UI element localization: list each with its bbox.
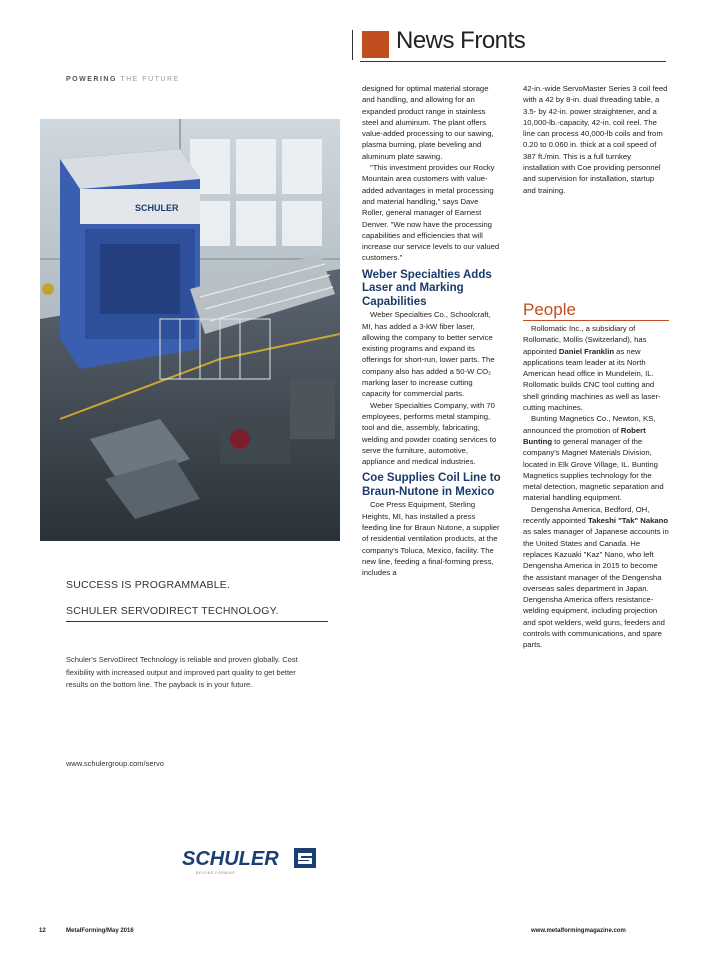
dengensha-text-a: Dengensha America, Bedford, OH, recently appointed [523,504,650,526]
rollomatic-text-a: Rollomatic Inc., a subsidiary of Rollomatic, Mollis (Switzerland), has appointed [523,324,647,356]
servo-press-photo [40,119,340,541]
logo-wordmark: SCHULER [182,848,279,870]
section-title-rule [360,61,666,62]
earnest-paragraph-2: "This investment provides our Rocky Mountain area customers with value-added advantages in metal processing and material handling," says Dave Roller, general manager of Earnest Denver. "We now have the processing capabilities and efficiencies that will increase our service levels to our valued customers." [362,163,500,263]
coe-paragraph-1 [362,499,502,578]
ad-tagline-light: THE FUTURE [120,76,180,83]
press-brand-label: SCHULER [135,203,179,213]
footer-magazine-issue: MetalForming/May 2016 [66,928,134,934]
coe-headline: Coe Supplies Coil Line to Braun-Nutone in Mexico [362,472,501,498]
ad-headline [66,572,279,624]
dengensha-text-b: as sales manager of Japanese accounts in the United States and Canada. He replaces Kazuaki "Kaz" Nano, who left Dengensha America in 2015 to become the assistant manager of the Dengensha overseas sales department in Japan. Dengensha America offers resistance-welding equipment, including projection and spot welders, weld guns, feeders and controls with communications, and spare parts. [523,527,669,650]
ad-headline-line2: SCHULER SERVODIRECT TECHNOLOGY. [66,605,279,617]
rollomatic-appointee-name: Daniel Franklin [558,346,615,356]
weber-paragraph-2: Weber Specialties Company, with 70 employees, performs metal stamping, tool and die, assembly, fabricating, welding and powder coating services to serve the furniture, automotive, appliance and medical industries. [362,400,497,467]
weber-paragraph-1: Weber Specialties Co., Schoolcraft, MI, has added a 3-kW fiber laser, allowing the company to better service existing programs and expand its offerings for short-run, lower parts. The company also has added a 50-W CO₂ marking laser to increase cutting capacity for commercial parts. [362,310,495,399]
dengensha-appointee-name: Takeshi "Tak" Nakano [587,516,669,526]
bunting-text-a: Bunting Magnetics Co., Newton, KS, announced the promotion of [523,414,656,435]
people-heading-rule [523,320,669,321]
ad-body-copy: Schuler's ServoDirect Technology is reliable and proven globally. Cost flexibility with increased output and improved part quality to get better results on the bottom line. The payback is in your future. [66,655,298,689]
weber-headline: Weber Specialties Adds Laser and Marking Capabilities [362,268,492,308]
people-item-rollomatic [523,323,669,413]
section-title: News Fronts [396,27,526,54]
people-item-dengensha [523,504,669,651]
section-divider-vertical [352,30,353,60]
ad-tagline [66,76,180,83]
rollomatic-text-b: as new applications team leader at its North American head office in Mundelein, IL. Rollomatic builds CNC tool cutting and shell grinding machines as well as laser-cutting machines. [523,346,661,413]
schuler-s-mark-icon [294,848,316,868]
bunting-appointee-name: Robert Bunting [523,425,646,446]
people-section [523,300,669,651]
ad-headline-line1: SUCCESS IS PROGRAMMABLE. [66,579,231,591]
bunting-text-b: to general manager of the company's Magnet Materials Division, located in Elk Grove Village, IL. Bunting Magnetics supplies technology for the metal detection, magnetic separation and material handling equipment. [523,436,664,503]
page-number: 12 [39,928,46,934]
schuler-logo [182,845,322,877]
people-item-bunting [523,413,669,503]
section-color-square [362,31,389,58]
press-line-illustration [40,119,340,541]
coe-paragraph-text: Coe Press Equipment, Sterling Heights, MI, has installed a press feeding line for Braun Nutone, a supplier of residential ventilation products, at the company's Toluca, Mexico, facility. The new line, feeding a [362,500,500,566]
people-heading: People [523,300,576,319]
ad-tagline-bold: POWERING [66,76,117,83]
article-column-1 [362,83,502,578]
article-column-2 [523,83,669,196]
coe-paragraph-end: final-forming press, includes a [362,556,494,578]
ad-divider [66,621,328,622]
footer-website-link[interactable]: www.metalformingmagazine.com [531,928,626,934]
ad-url-link[interactable]: www.schulergroup.com/servo [66,759,164,768]
coe-paragraph-continued: 42-in.-wide ServoMaster Series 3 coil feed with a 42 by 8-in. dual threading table, a 3.5- by 42-in. power straightener, and a 10,000-lb.-capacity, 42-in. coil reel. The line can process 40,000-lb coils and from 0.20 to 0.060 in. thick at a coil speed of 387 ft./min. This is a full turnkey installation with Coe providing personnel and supervision for installation, startup and training. [523,84,668,195]
logo-tagline: BEYOND FORMING [196,871,236,875]
earnest-paragraph-1: designed for optimal material storage and handling, and allowing for an expanded product range in stainless steel and aluminum. The plant offers value-added processing to our sawing, plasma burning, plate beveling and aluminum plate sawing. [362,84,494,161]
